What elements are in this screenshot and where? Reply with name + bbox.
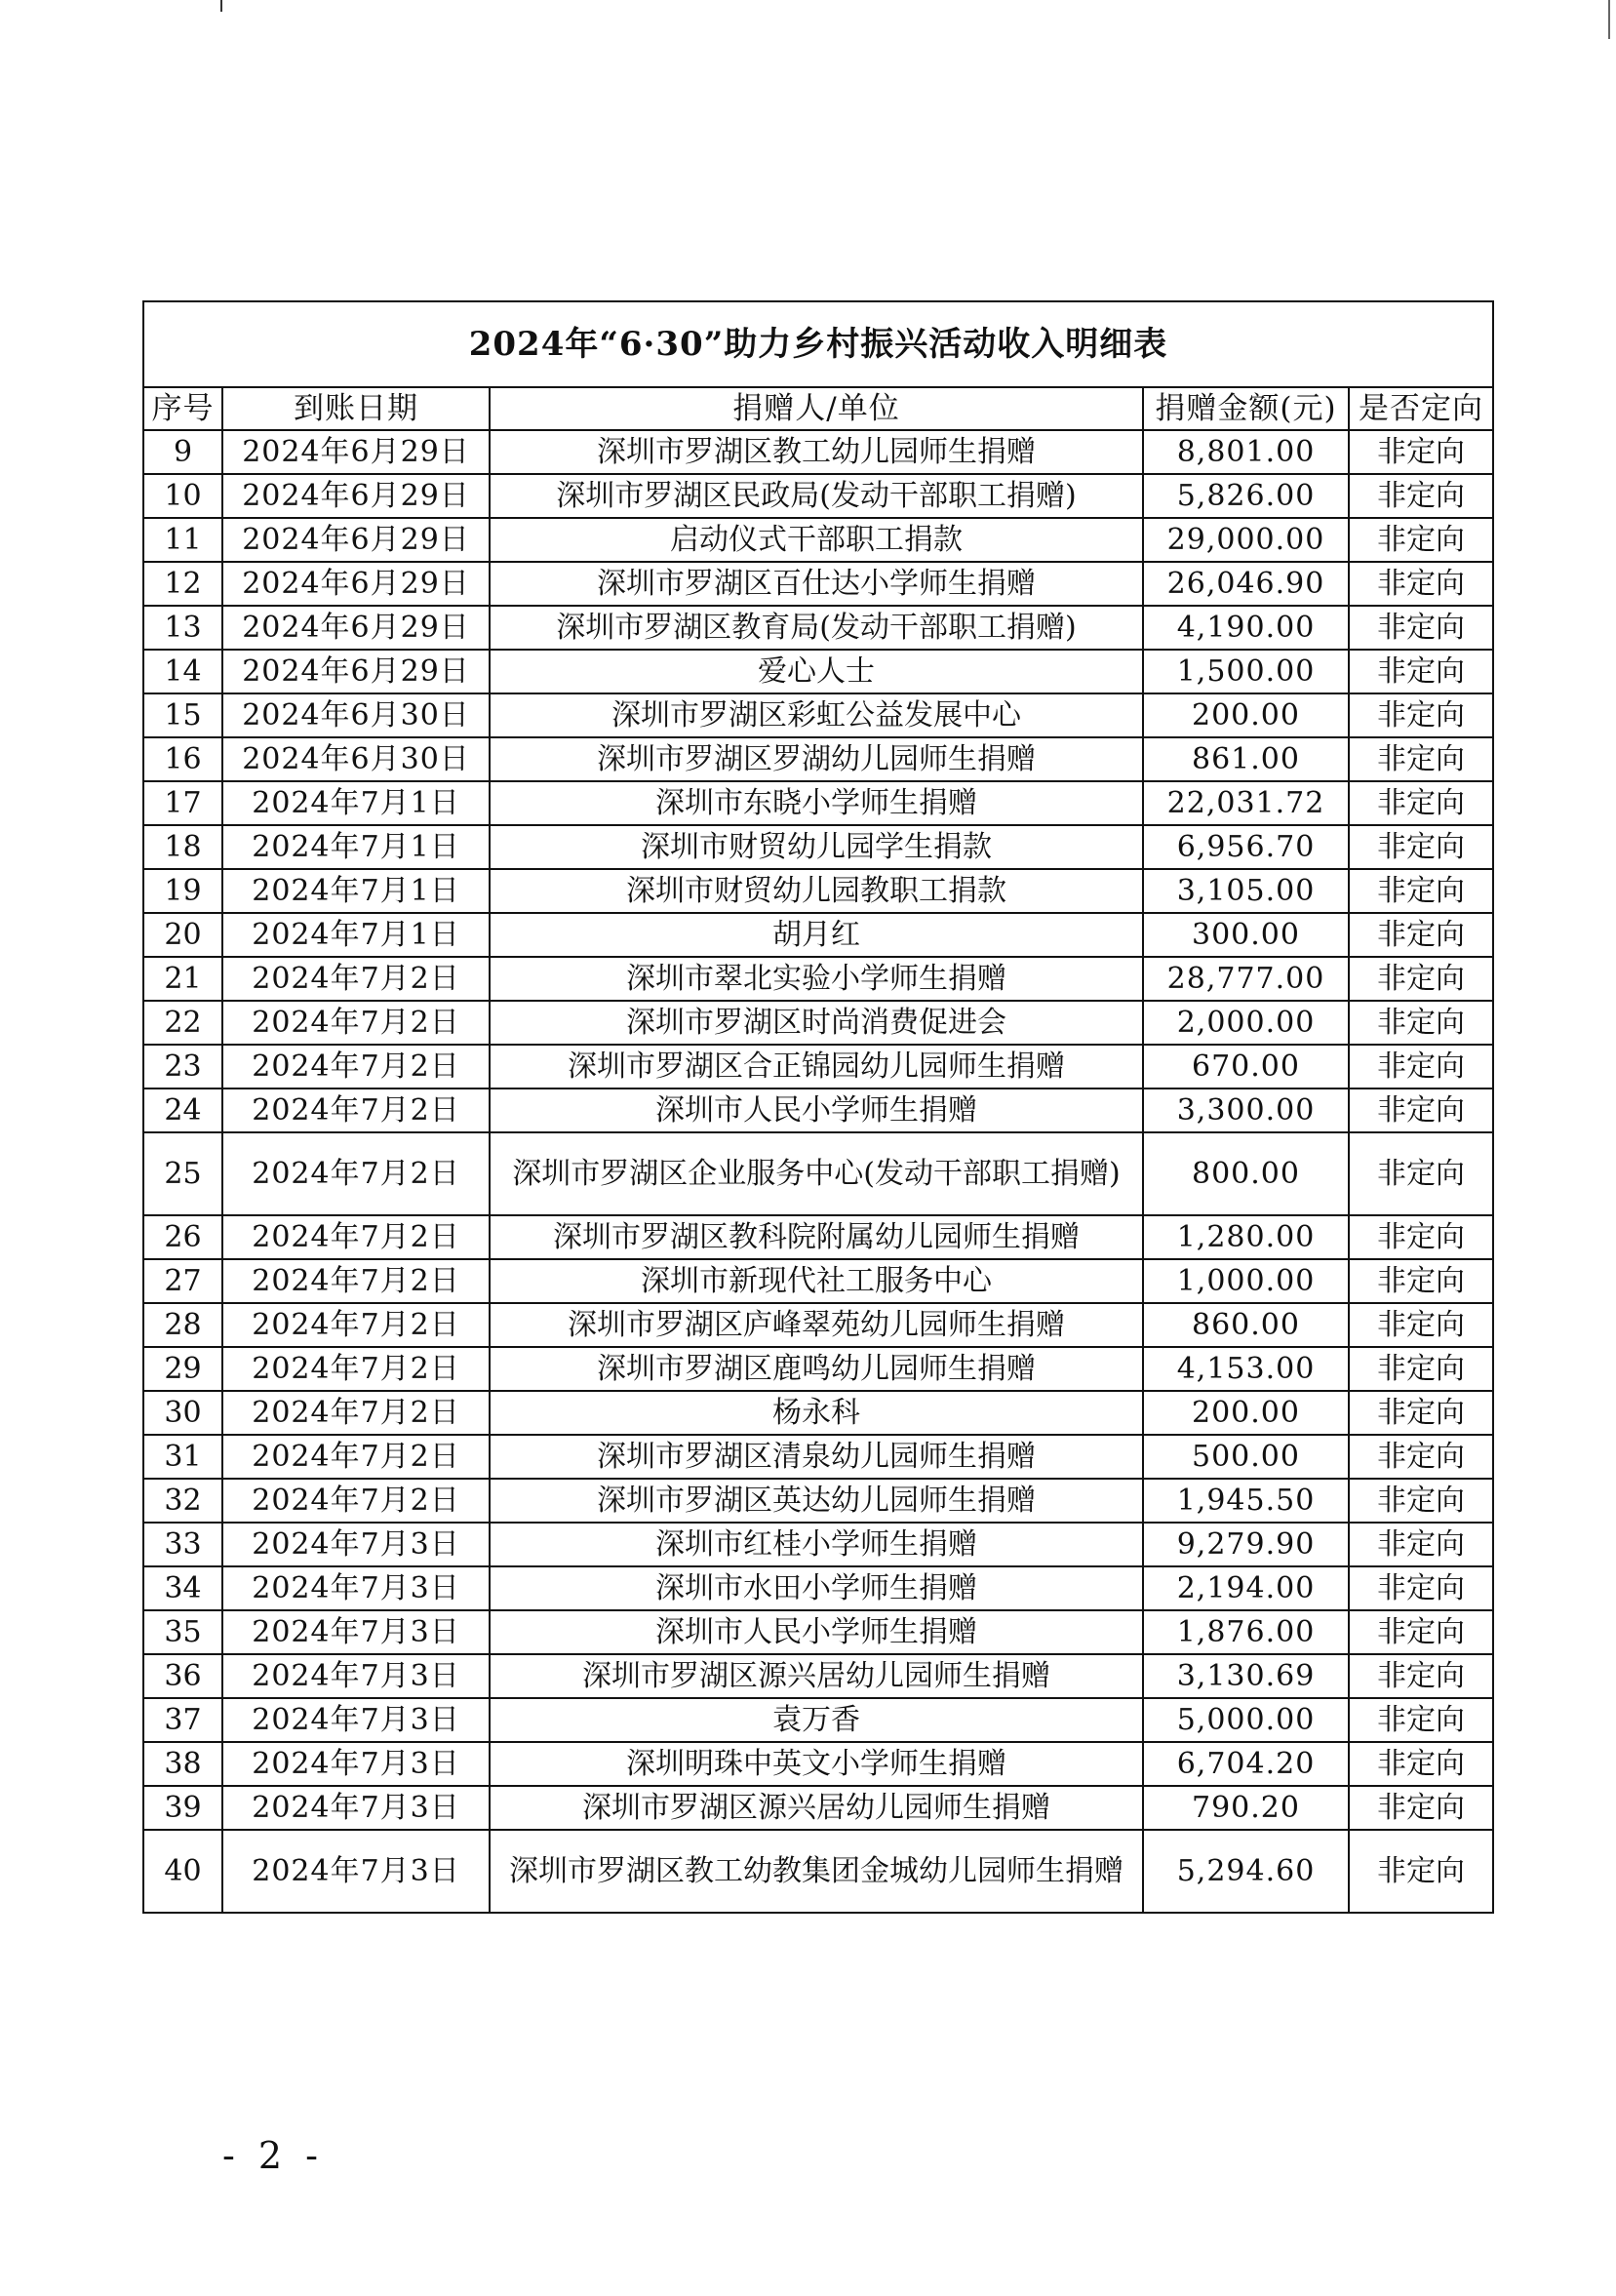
cell-receipt-date: 2024年7月2日 xyxy=(222,1045,490,1089)
table-row xyxy=(143,562,1493,606)
table-row xyxy=(143,737,1493,781)
table-row xyxy=(143,1830,1493,1913)
table-row xyxy=(143,1132,1493,1215)
cell-donor: 深圳市罗湖区企业服务中心(发动干部职工捐赠) xyxy=(490,1132,1143,1215)
cell-receipt-date: 2024年7月3日 xyxy=(222,1523,490,1566)
cell-receipt-date: 2024年6月29日 xyxy=(222,562,490,606)
cell-directed: 非定向 xyxy=(1349,1215,1493,1259)
cell-amount: 3,105.00 xyxy=(1143,869,1349,913)
cell-receipt-date: 2024年7月2日 xyxy=(222,1347,490,1391)
cell-donor: 深圳市罗湖区教工幼教集团金城幼儿园师生捐赠 xyxy=(490,1830,1143,1913)
cell-receipt-date: 2024年7月1日 xyxy=(222,825,490,869)
cell-receipt-date: 2024年7月2日 xyxy=(222,1132,490,1215)
table-row xyxy=(143,781,1493,825)
cell-amount: 1,280.00 xyxy=(1143,1215,1349,1259)
cell-amount: 28,777.00 xyxy=(1143,957,1349,1001)
cell-donor: 深圳市罗湖区鹿鸣幼儿园师生捐赠 xyxy=(490,1347,1143,1391)
cell-donor: 深圳市罗湖区源兴居幼儿园师生捐赠 xyxy=(490,1786,1143,1830)
cell-directed: 非定向 xyxy=(1349,913,1493,957)
cell-receipt-date: 2024年7月1日 xyxy=(222,913,490,957)
cell-amount: 2,194.00 xyxy=(1143,1566,1349,1610)
table-row xyxy=(143,606,1493,650)
cell-donor: 深圳市罗湖区源兴居幼儿园师生捐赠 xyxy=(490,1654,1143,1698)
cell-receipt-date: 2024年7月3日 xyxy=(222,1786,490,1830)
cell-serial-no: 28 xyxy=(143,1303,222,1347)
cell-serial-no: 37 xyxy=(143,1698,222,1742)
cell-amount: 800.00 xyxy=(1143,1132,1349,1215)
header-serial-no: 序号 xyxy=(143,387,222,430)
cell-amount: 1,500.00 xyxy=(1143,650,1349,693)
cell-directed: 非定向 xyxy=(1349,650,1493,693)
cell-directed: 非定向 xyxy=(1349,1435,1493,1479)
cell-receipt-date: 2024年7月3日 xyxy=(222,1610,490,1654)
table-row xyxy=(143,1391,1493,1435)
cell-amount: 9,279.90 xyxy=(1143,1523,1349,1566)
cell-donor: 深圳市红桂小学师生捐赠 xyxy=(490,1523,1143,1566)
cell-amount: 22,031.72 xyxy=(1143,781,1349,825)
cell-amount: 500.00 xyxy=(1143,1435,1349,1479)
cell-directed: 非定向 xyxy=(1349,606,1493,650)
cell-donor: 袁万香 xyxy=(490,1698,1143,1742)
cell-directed: 非定向 xyxy=(1349,1045,1493,1089)
cell-directed: 非定向 xyxy=(1349,737,1493,781)
cell-amount: 5,826.00 xyxy=(1143,474,1349,518)
cell-receipt-date: 2024年6月29日 xyxy=(222,474,490,518)
cell-amount: 3,300.00 xyxy=(1143,1089,1349,1132)
table-row xyxy=(143,1698,1493,1742)
cell-directed: 非定向 xyxy=(1349,562,1493,606)
table-row xyxy=(143,825,1493,869)
cell-serial-no: 30 xyxy=(143,1391,222,1435)
cell-serial-no: 27 xyxy=(143,1259,222,1303)
cell-serial-no: 13 xyxy=(143,606,222,650)
cell-directed: 非定向 xyxy=(1349,1654,1493,1698)
table-title: 2024年“6·30”助力乡村振兴活动收入明细表 xyxy=(143,301,1493,387)
cell-receipt-date: 2024年7月2日 xyxy=(222,1435,490,1479)
table-row xyxy=(143,1215,1493,1259)
table-row xyxy=(143,1259,1493,1303)
cell-donor: 深圳市人民小学师生捐赠 xyxy=(490,1610,1143,1654)
cell-serial-no: 38 xyxy=(143,1742,222,1786)
cell-serial-no: 9 xyxy=(143,430,222,474)
cell-receipt-date: 2024年7月2日 xyxy=(222,1089,490,1132)
cell-amount: 4,153.00 xyxy=(1143,1347,1349,1391)
cell-donor: 深圳市罗湖区庐峰翠苑幼儿园师生捐赠 xyxy=(490,1303,1143,1347)
cell-receipt-date: 2024年6月29日 xyxy=(222,650,490,693)
cell-amount: 1,945.50 xyxy=(1143,1479,1349,1523)
cell-amount: 6,704.20 xyxy=(1143,1742,1349,1786)
cell-amount: 1,000.00 xyxy=(1143,1259,1349,1303)
cell-amount: 3,130.69 xyxy=(1143,1654,1349,1698)
cell-donor: 深圳市罗湖区英达幼儿园师生捐赠 xyxy=(490,1479,1143,1523)
cell-directed: 非定向 xyxy=(1349,1566,1493,1610)
cell-serial-no: 11 xyxy=(143,518,222,562)
cell-donor: 深圳市东晓小学师生捐赠 xyxy=(490,781,1143,825)
table-row xyxy=(143,1566,1493,1610)
cell-serial-no: 36 xyxy=(143,1654,222,1698)
cell-serial-no: 14 xyxy=(143,650,222,693)
cell-directed: 非定向 xyxy=(1349,1347,1493,1391)
cell-receipt-date: 2024年6月29日 xyxy=(222,606,490,650)
cell-directed: 非定向 xyxy=(1349,781,1493,825)
table-row xyxy=(143,913,1493,957)
cell-directed: 非定向 xyxy=(1349,1523,1493,1566)
cell-directed: 非定向 xyxy=(1349,1698,1493,1742)
cell-donor: 杨永科 xyxy=(490,1391,1143,1435)
table-row xyxy=(143,1523,1493,1566)
cell-amount: 861.00 xyxy=(1143,737,1349,781)
cell-serial-no: 33 xyxy=(143,1523,222,1566)
cell-donor: 启动仪式干部职工捐款 xyxy=(490,518,1143,562)
cell-serial-no: 40 xyxy=(143,1830,222,1913)
table-row xyxy=(143,1001,1493,1045)
cell-donor: 深圳市罗湖区罗湖幼儿园师生捐赠 xyxy=(490,737,1143,781)
table-row xyxy=(143,1303,1493,1347)
cell-serial-no: 17 xyxy=(143,781,222,825)
cell-directed: 非定向 xyxy=(1349,518,1493,562)
cell-directed: 非定向 xyxy=(1349,1001,1493,1045)
table-title-row xyxy=(143,301,1493,387)
cell-directed: 非定向 xyxy=(1349,1132,1493,1215)
table-row xyxy=(143,430,1493,474)
table-row xyxy=(143,1089,1493,1132)
cell-donor: 深圳市罗湖区教科院附属幼儿园师生捐赠 xyxy=(490,1215,1143,1259)
cell-amount: 860.00 xyxy=(1143,1303,1349,1347)
cell-serial-no: 23 xyxy=(143,1045,222,1089)
cell-receipt-date: 2024年7月2日 xyxy=(222,957,490,1001)
cell-receipt-date: 2024年6月29日 xyxy=(222,518,490,562)
cell-receipt-date: 2024年7月3日 xyxy=(222,1654,490,1698)
cell-amount: 5,000.00 xyxy=(1143,1698,1349,1742)
cell-receipt-date: 2024年6月29日 xyxy=(222,430,490,474)
cell-receipt-date: 2024年7月2日 xyxy=(222,1479,490,1523)
cell-serial-no: 24 xyxy=(143,1089,222,1132)
table-row xyxy=(143,474,1493,518)
cell-serial-no: 34 xyxy=(143,1566,222,1610)
cell-donor: 深圳市罗湖区合正锦园幼儿园师生捐赠 xyxy=(490,1045,1143,1089)
cell-directed: 非定向 xyxy=(1349,1089,1493,1132)
header-directed: 是否定向 xyxy=(1349,387,1493,430)
cell-directed: 非定向 xyxy=(1349,957,1493,1001)
cell-directed: 非定向 xyxy=(1349,869,1493,913)
table-row xyxy=(143,1435,1493,1479)
cell-amount: 5,294.60 xyxy=(1143,1830,1349,1913)
cell-serial-no: 32 xyxy=(143,1479,222,1523)
scan-edge-mark xyxy=(220,0,222,12)
cell-donor: 深圳市罗湖区教工幼儿园师生捐赠 xyxy=(490,430,1143,474)
cell-directed: 非定向 xyxy=(1349,1259,1493,1303)
cell-serial-no: 35 xyxy=(143,1610,222,1654)
cell-serial-no: 20 xyxy=(143,913,222,957)
cell-amount: 790.20 xyxy=(1143,1786,1349,1830)
cell-receipt-date: 2024年7月3日 xyxy=(222,1830,490,1913)
cell-amount: 200.00 xyxy=(1143,1391,1349,1435)
table-header-row xyxy=(143,387,1493,430)
cell-serial-no: 16 xyxy=(143,737,222,781)
cell-serial-no: 21 xyxy=(143,957,222,1001)
cell-directed: 非定向 xyxy=(1349,1786,1493,1830)
cell-receipt-date: 2024年7月2日 xyxy=(222,1215,490,1259)
cell-serial-no: 25 xyxy=(143,1132,222,1215)
cell-donor: 深圳明珠中英文小学师生捐赠 xyxy=(490,1742,1143,1786)
table-row xyxy=(143,1786,1493,1830)
scan-edge-mark-right xyxy=(1608,0,1610,39)
cell-donor: 深圳市财贸幼儿园学生捐款 xyxy=(490,825,1143,869)
cell-serial-no: 39 xyxy=(143,1786,222,1830)
table-row xyxy=(143,957,1493,1001)
cell-directed: 非定向 xyxy=(1349,693,1493,737)
cell-serial-no: 15 xyxy=(143,693,222,737)
table-row xyxy=(143,650,1493,693)
header-amount: 捐赠金额(元) xyxy=(1143,387,1349,430)
table-row xyxy=(143,869,1493,913)
cell-receipt-date: 2024年7月1日 xyxy=(222,869,490,913)
table-row xyxy=(143,1045,1493,1089)
cell-amount: 29,000.00 xyxy=(1143,518,1349,562)
cell-directed: 非定向 xyxy=(1349,474,1493,518)
cell-donor: 深圳市罗湖区彩虹公益发展中心 xyxy=(490,693,1143,737)
cell-receipt-date: 2024年7月3日 xyxy=(222,1742,490,1786)
cell-serial-no: 19 xyxy=(143,869,222,913)
cell-amount: 6,956.70 xyxy=(1143,825,1349,869)
cell-directed: 非定向 xyxy=(1349,1303,1493,1347)
cell-donor: 深圳市罗湖区清泉幼儿园师生捐赠 xyxy=(490,1435,1143,1479)
header-receipt-date: 到账日期 xyxy=(222,387,490,430)
cell-receipt-date: 2024年7月2日 xyxy=(222,1391,490,1435)
cell-donor: 爱心人士 xyxy=(490,650,1143,693)
table-row xyxy=(143,1479,1493,1523)
cell-receipt-date: 2024年7月3日 xyxy=(222,1566,490,1610)
cell-serial-no: 12 xyxy=(143,562,222,606)
cell-amount: 26,046.90 xyxy=(1143,562,1349,606)
page-number: - 2 - xyxy=(222,2134,325,2177)
cell-serial-no: 10 xyxy=(143,474,222,518)
cell-directed: 非定向 xyxy=(1349,430,1493,474)
table-row xyxy=(143,693,1493,737)
cell-amount: 1,876.00 xyxy=(1143,1610,1349,1654)
cell-receipt-date: 2024年7月2日 xyxy=(222,1259,490,1303)
table-row xyxy=(143,1347,1493,1391)
cell-donor: 深圳市新现代社工服务中心 xyxy=(490,1259,1143,1303)
table-row xyxy=(143,1742,1493,1786)
cell-receipt-date: 2024年6月30日 xyxy=(222,737,490,781)
cell-amount: 4,190.00 xyxy=(1143,606,1349,650)
cell-serial-no: 26 xyxy=(143,1215,222,1259)
cell-serial-no: 31 xyxy=(143,1435,222,1479)
cell-directed: 非定向 xyxy=(1349,825,1493,869)
cell-receipt-date: 2024年7月2日 xyxy=(222,1303,490,1347)
cell-serial-no: 22 xyxy=(143,1001,222,1045)
cell-donor: 深圳市翠北实验小学师生捐赠 xyxy=(490,957,1143,1001)
header-donor: 捐赠人/单位 xyxy=(490,387,1143,430)
cell-donor: 深圳市水田小学师生捐赠 xyxy=(490,1566,1143,1610)
table-body xyxy=(143,430,1493,1913)
cell-directed: 非定向 xyxy=(1349,1742,1493,1786)
cell-donor: 深圳市罗湖区百仕达小学师生捐赠 xyxy=(490,562,1143,606)
cell-donor: 胡月红 xyxy=(490,913,1143,957)
cell-receipt-date: 2024年7月3日 xyxy=(222,1698,490,1742)
cell-amount: 300.00 xyxy=(1143,913,1349,957)
cell-serial-no: 29 xyxy=(143,1347,222,1391)
table-row xyxy=(143,1654,1493,1698)
cell-directed: 非定向 xyxy=(1349,1391,1493,1435)
cell-donor: 深圳市罗湖区教育局(发动干部职工捐赠) xyxy=(490,606,1143,650)
table-row xyxy=(143,518,1493,562)
cell-receipt-date: 2024年7月2日 xyxy=(222,1001,490,1045)
cell-amount: 8,801.00 xyxy=(1143,430,1349,474)
cell-directed: 非定向 xyxy=(1349,1479,1493,1523)
cell-directed: 非定向 xyxy=(1349,1610,1493,1654)
cell-donor: 深圳市罗湖区时尚消费促进会 xyxy=(490,1001,1143,1045)
cell-amount: 2,000.00 xyxy=(1143,1001,1349,1045)
cell-receipt-date: 2024年6月30日 xyxy=(222,693,490,737)
table-row xyxy=(143,1610,1493,1654)
cell-donor: 深圳市财贸幼儿园教职工捐款 xyxy=(490,869,1143,913)
cell-donor: 深圳市罗湖区民政局(发动干部职工捐赠) xyxy=(490,474,1143,518)
cell-serial-no: 18 xyxy=(143,825,222,869)
cell-directed: 非定向 xyxy=(1349,1830,1493,1913)
cell-amount: 670.00 xyxy=(1143,1045,1349,1089)
cell-donor: 深圳市人民小学师生捐赠 xyxy=(490,1089,1143,1132)
donation-income-table xyxy=(142,300,1494,1914)
cell-amount: 200.00 xyxy=(1143,693,1349,737)
cell-receipt-date: 2024年7月1日 xyxy=(222,781,490,825)
